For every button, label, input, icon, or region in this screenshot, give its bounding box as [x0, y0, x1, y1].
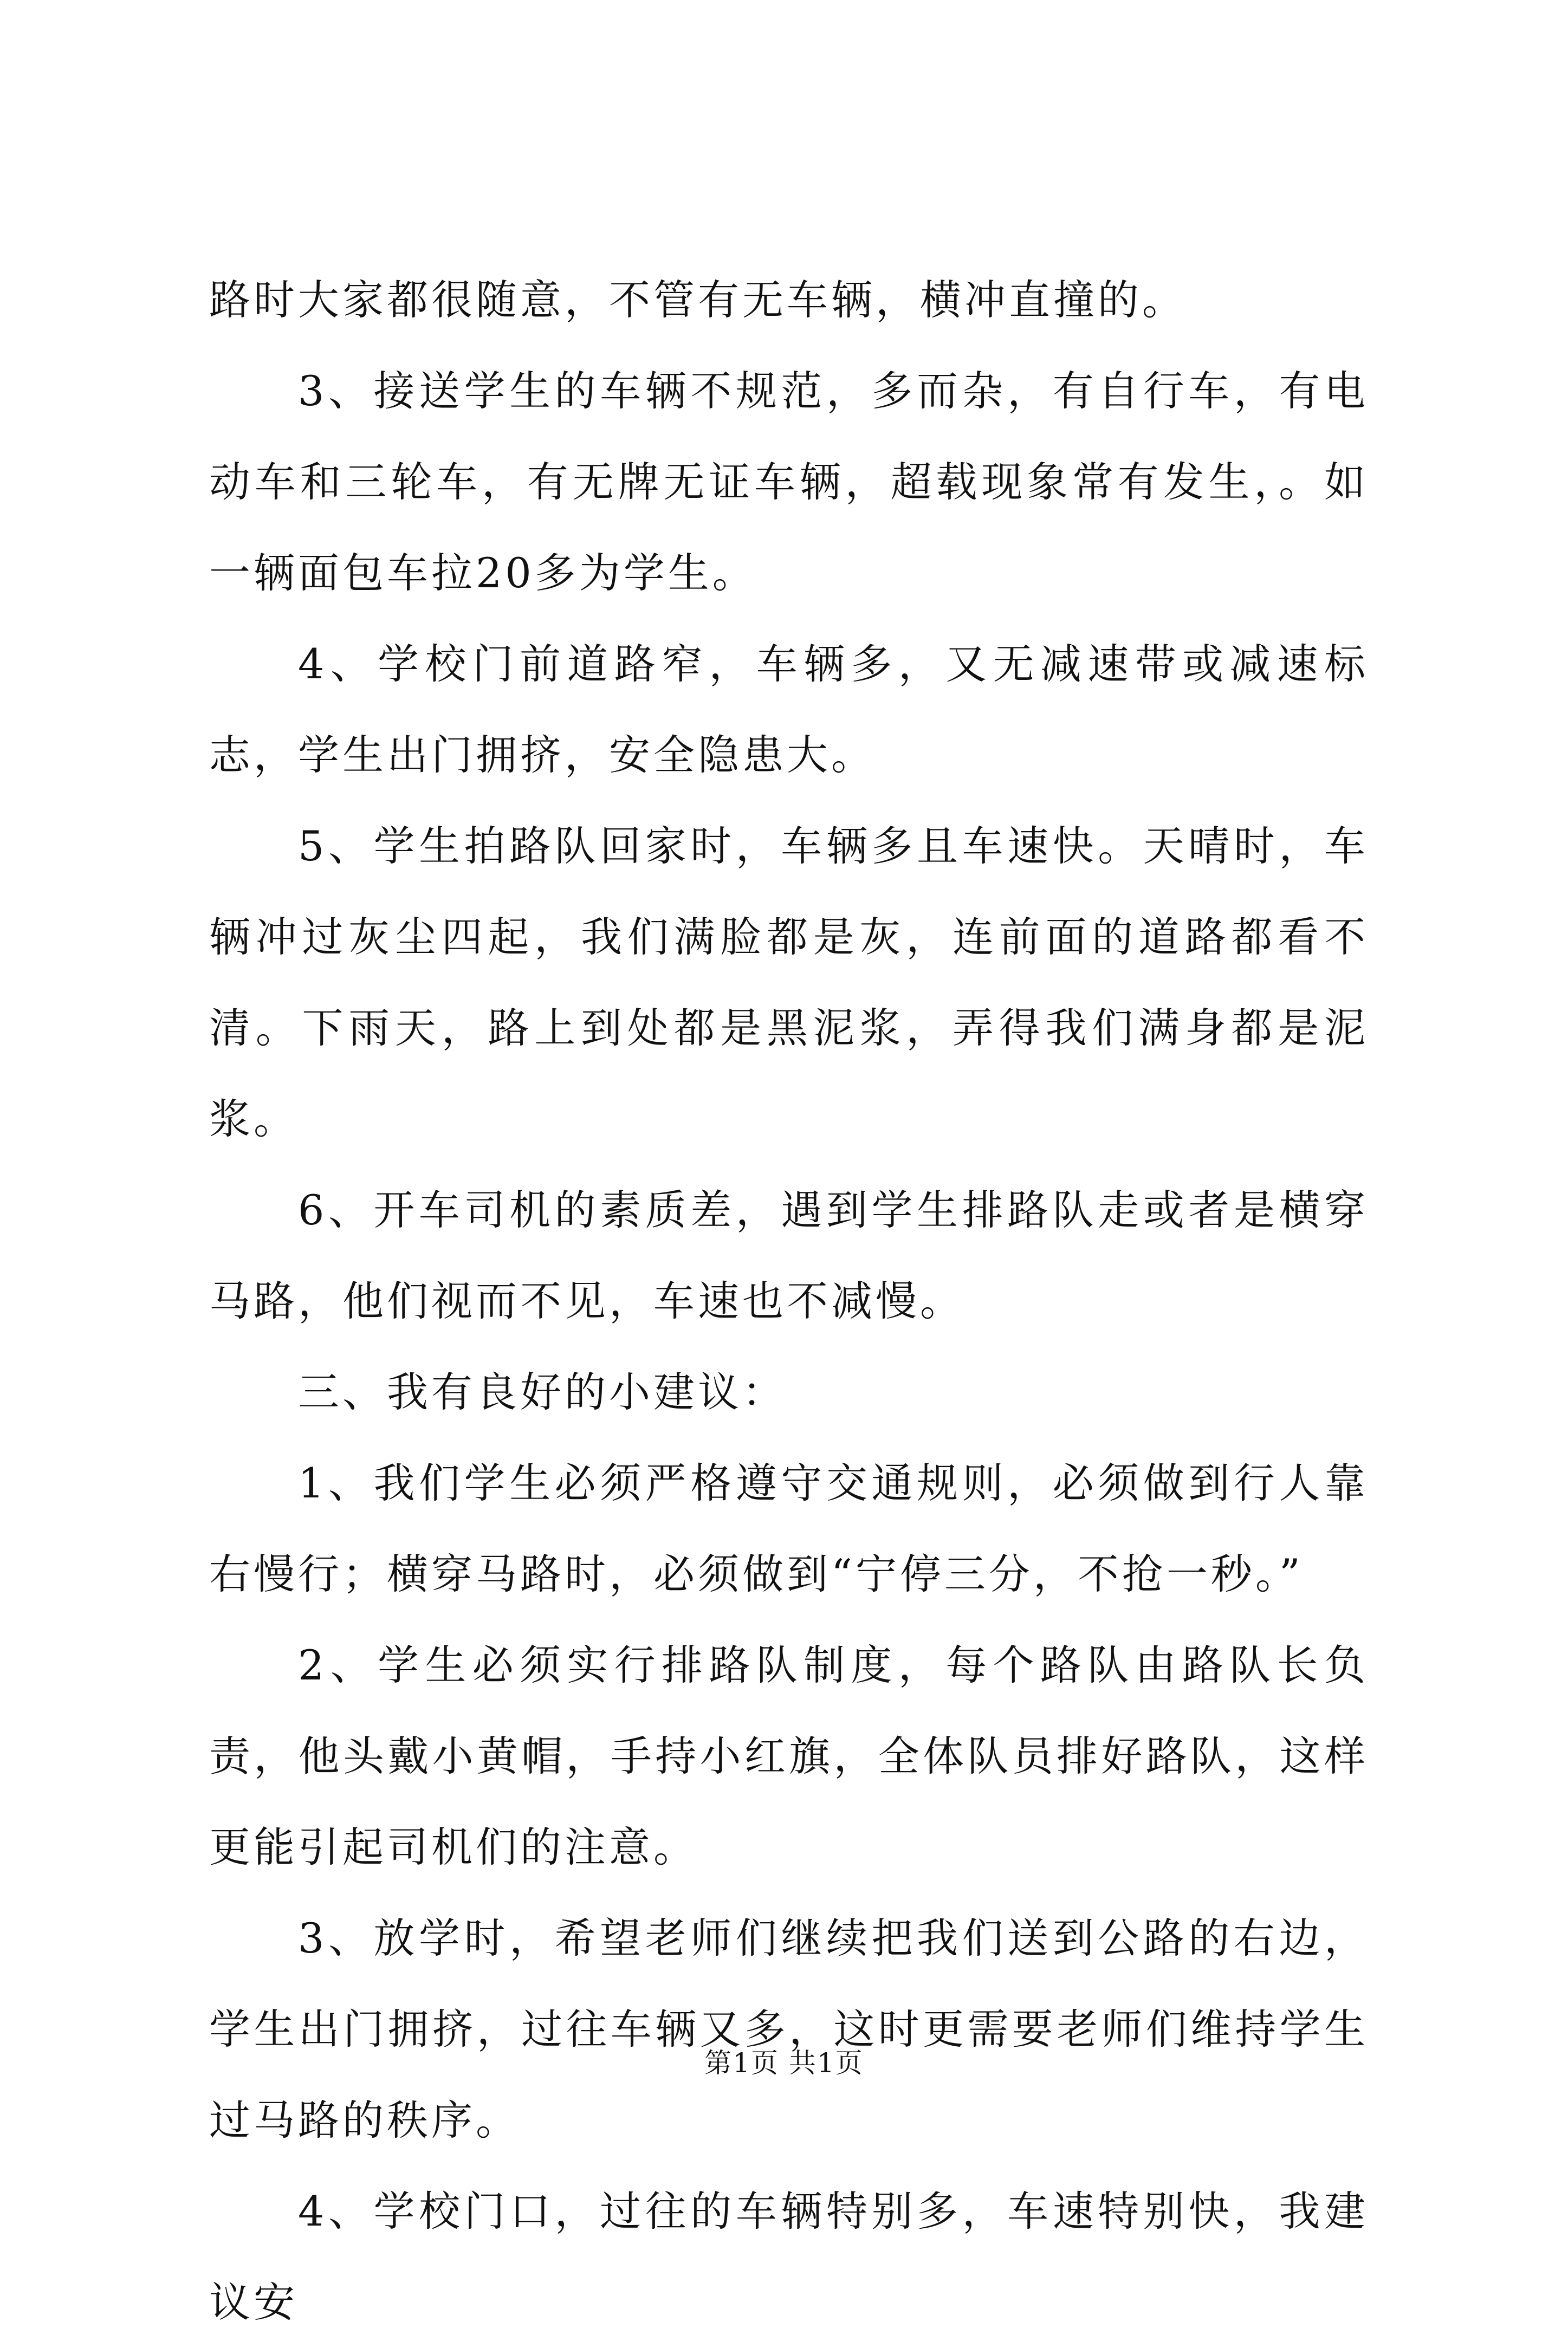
paragraph-item-4: 4、学校门前道路窄，车辆多，又无减速带或减速标志，学生出门拥挤，安全隐患大。	[209, 640, 1369, 779]
paragraph-item-6: 6、开车司机的素质差，遇到学生排路队走或者是横穿马路，他们视而不见，车速也不减慢。	[209, 1186, 1369, 1325]
paragraph-item-5: 5、学生拍路队回家时，车辆多且车速快。天晴时，车辆冲过灰尘四起，我们满脸都是灰，连前面的道路都看不清。下雨天，路上到处都是黑泥浆，弄得我们满身都是泥浆。	[209, 822, 1369, 1143]
section-heading: 三、我有良好的小建议：	[298, 1368, 787, 1416]
suggestion-item-4: 4、学校门口，过往的车辆特别多，车速特别快，我建议安	[209, 2187, 1369, 2326]
suggestion-item-1: 1、我们学生必须严格遵守交通规则，必须做到行人靠右慢行；横穿马路时，必须做到“宁停三分，不抢一秒。”	[209, 1459, 1369, 1598]
suggestion-item-3: 3、放学时，希望老师们继续把我们送到公路的右边，学生出门拥挤，过往车辆又多，这时更需要老师们维持学生过马路的秩序。	[209, 1914, 1369, 2144]
page-footer: 第1页 共1页	[704, 2047, 864, 2079]
suggestion-item-2: 2、学生必须实行排路队制度，每个路队由路队长负责，他头戴小黄帽，手持小红旗，全体队员排好路队，这样更能引起司机们的注意。	[209, 1641, 1369, 1871]
paragraph-item-3: 3、接送学生的车辆不规范，多而杂，有自行车，有电动车和三轮车，有无牌无证车辆，超载现象常有发生，。如一辆面包车拉20多为学生。	[209, 367, 1369, 597]
paragraph-continuation: 路时大家都很随意，不管有无车辆，横冲直撞的。	[209, 276, 1187, 324]
document-body	[209, 255, 1369, 2348]
